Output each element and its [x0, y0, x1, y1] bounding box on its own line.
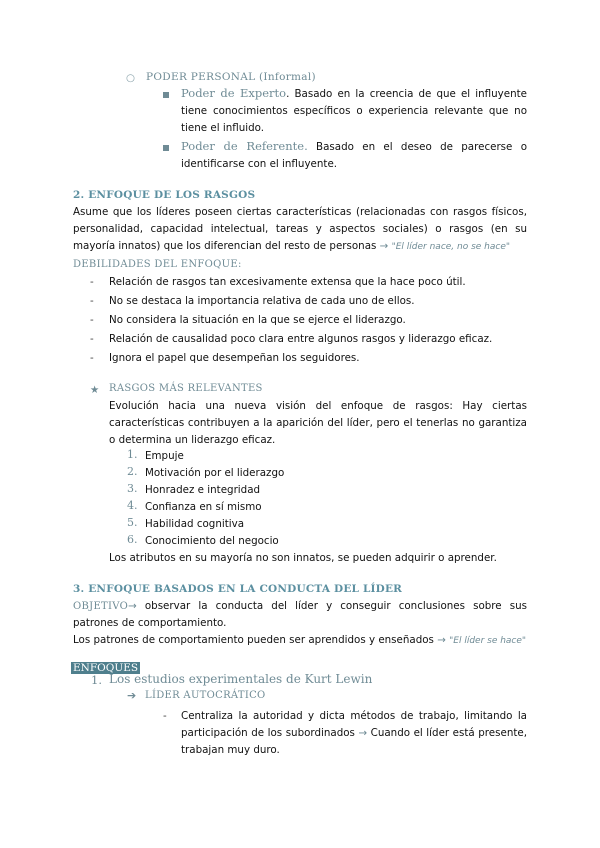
- relevantes-intro: Evolución hacia una nueva visión del enfoque de rasgos: Hay ciertas características contribuyen a la aparición del líder, pero el tenerlas no garantiza o determina un liderazgo eficaz.: [109, 400, 527, 446]
- patrones-quote: "El líder se hace": [449, 636, 527, 646]
- arrow-bullet-icon: ➔: [127, 689, 137, 702]
- debilidad-item: No considera la situación en la que se ejerce el liderazgo.: [109, 314, 406, 326]
- rasgos-heading: 2. ENFOQUE DE LOS RASGOS: [73, 189, 256, 201]
- debilidad-item: Relación de rasgos tan excesivamente extensa que la hace poco útil.: [109, 276, 466, 288]
- objetivo: [73, 598, 527, 632]
- rasgo-item: Confianza en sí mismo: [145, 501, 262, 513]
- autocratico-title: LÍDER AUTOCRÁTICO: [145, 690, 266, 701]
- rasgos-intro-text: Asume que los líderes poseen ciertas características (relacionadas con rasgos físicos, personalidad, capacidad intelectual, tareas y aspectos sociales) o rasgos (en su mayoría innatos) que los diferencian del resto de personas: [73, 206, 527, 252]
- dash-bullet: -: [90, 333, 94, 345]
- objetivo-text: observar la conducta del líder y conseguir conclusiones sobre sus patrones de comportamiento.: [73, 600, 527, 629]
- dash-bullet: -: [90, 276, 94, 288]
- circle-bullet-icon: ○: [126, 72, 135, 84]
- square-bullet-icon: [163, 92, 169, 98]
- dash-bullet: -: [90, 295, 94, 307]
- debilidad-item: Relación de causalidad poco clara entre algunos rasgos y liderazgo eficaz.: [109, 333, 493, 345]
- square-bullet-icon: [163, 145, 169, 151]
- star-bullet-icon: ★: [90, 384, 100, 396]
- poder-referente-term: Poder de Referente.: [181, 139, 308, 153]
- dash-bullet: -: [163, 710, 167, 722]
- poder-experto-term: Poder de Experto: [181, 86, 287, 100]
- autocratico-text-2: Cuando el líder está presente, trabajan muy duro.: [181, 727, 528, 756]
- patrones: [73, 632, 533, 650]
- poder-personal-title: PODER PERSONAL (Informal): [146, 71, 316, 83]
- poder-referente: [181, 138, 527, 173]
- atributos-text: Los atributos en su mayoría no son innatos, se pueden adquirir o aprender.: [109, 552, 497, 564]
- autocratico-text: [181, 708, 527, 759]
- debilidades-title: DEBILIDADES DEL ENFOQUE:: [73, 259, 242, 270]
- list-number: 4.: [127, 499, 138, 512]
- arrow-right-icon: →: [358, 727, 368, 739]
- poder-experto-text: . Basado en la creencia de que el influyente tiene conocimientos específicos o experiencia relevante que no tiene el influido.: [181, 88, 527, 134]
- list-number: 1.: [91, 673, 102, 687]
- relevantes-title: RASGOS MÁS RELEVANTES: [109, 383, 263, 394]
- list-number: 6.: [127, 533, 138, 546]
- arrow-right-icon: →: [379, 240, 389, 252]
- poder-referente-text: Basado en el deseo de parecerse o identificarse con el influyente.: [181, 141, 527, 170]
- rasgos-intro-quote: "El líder nace, no se hace": [391, 242, 511, 252]
- objetivo-label: OBJETIVO: [73, 601, 129, 612]
- dash-bullet: -: [90, 352, 94, 364]
- enfoques-label-text: ENFOQUES: [73, 662, 139, 674]
- rasgos-intro: [73, 204, 527, 256]
- rasgo-item: Empuje: [145, 450, 184, 462]
- estudios-title: Los estudios experimentales de Kurt Lewin: [109, 672, 373, 686]
- debilidad-item: No se destaca la importancia relativa de cada uno de ellos.: [109, 295, 415, 307]
- list-number: 1.: [127, 448, 138, 461]
- rasgo-item: Motivación por el liderazgo: [145, 467, 285, 479]
- conducta-heading: 3. ENFOQUE BASADOS EN LA CONDUCTA DEL LÍDER: [73, 583, 403, 595]
- list-number: 2.: [127, 465, 138, 478]
- debilidad-item: Ignora el papel que desempeñan los seguidores.: [109, 352, 360, 364]
- arrow-right-icon: →: [128, 600, 145, 612]
- list-number: 5.: [127, 516, 138, 529]
- rasgo-item: Conocimiento del negocio: [145, 535, 279, 547]
- list-number: 3.: [127, 482, 138, 495]
- autocratico-text-1: Centraliza la autoridad y dicta métodos de trabajo, limitando la participación de los subordinados: [181, 710, 527, 739]
- rasgo-item: Honradez e integridad: [145, 484, 261, 496]
- rasgo-item: Habilidad cognitiva: [145, 518, 245, 530]
- patrones-text: Los patrones de comportamiento pueden ser aprendidos y enseñados: [73, 634, 434, 646]
- dash-bullet: -: [90, 314, 94, 326]
- poder-experto: [181, 85, 527, 137]
- arrow-right-icon: →: [437, 634, 446, 646]
